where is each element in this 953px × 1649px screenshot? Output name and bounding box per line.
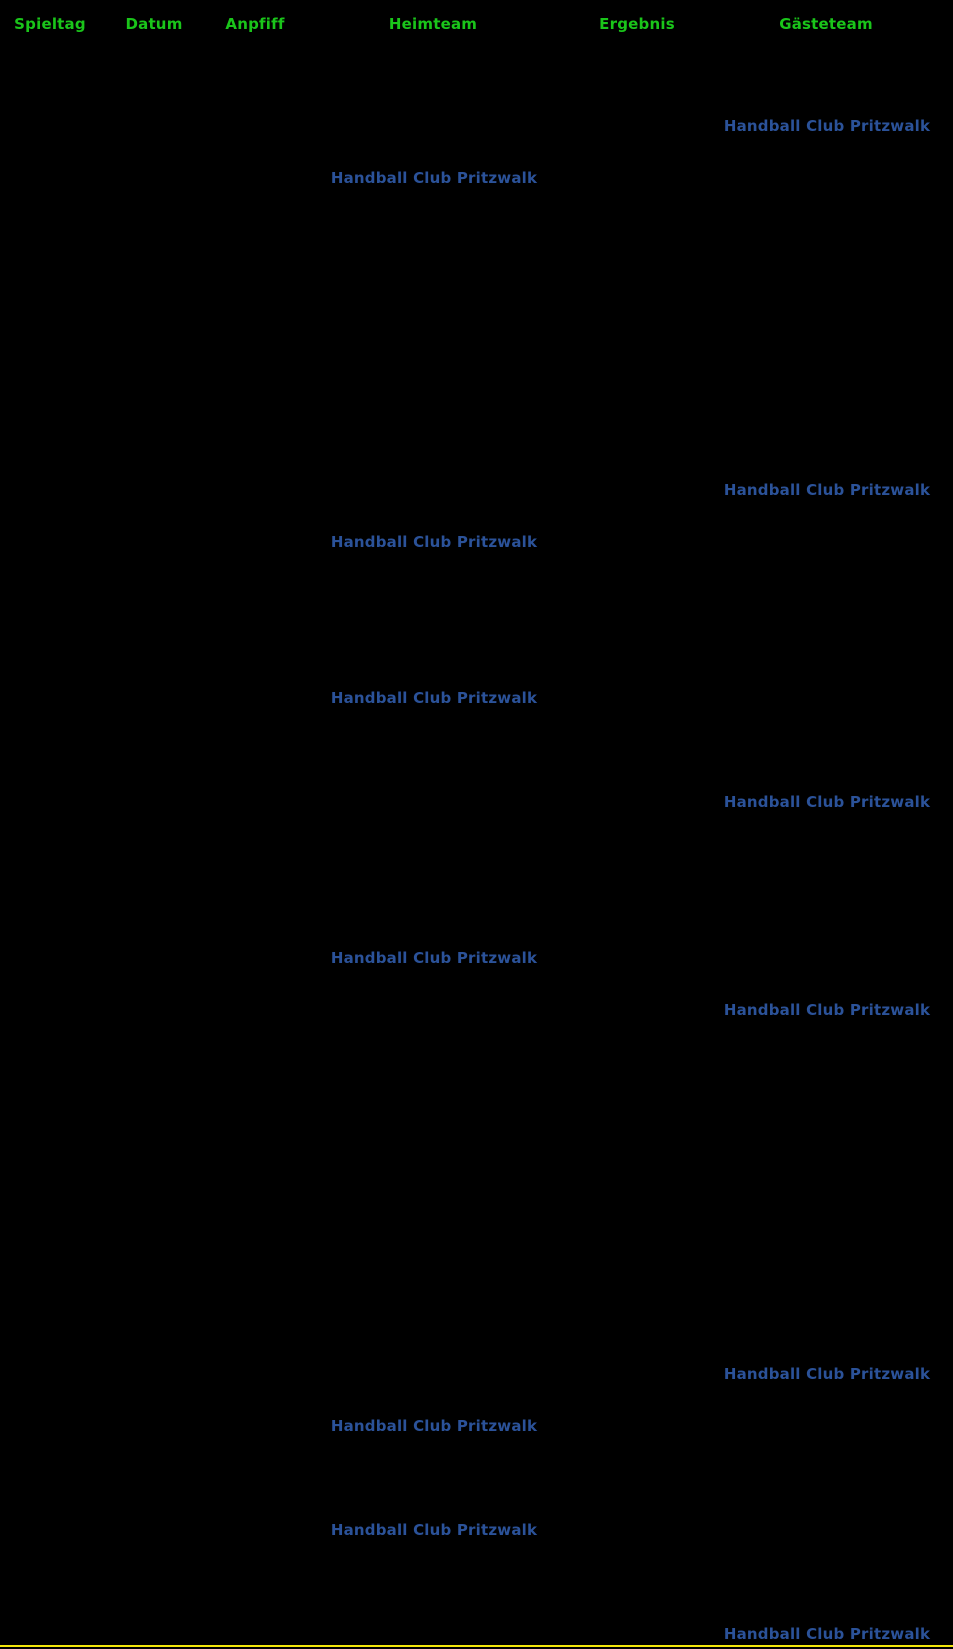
heimteam-name: Handball Club Pritzwalk	[330, 533, 538, 551]
heimteam-name: Handball Club Pritzwalk	[330, 1417, 538, 1435]
match-row	[0, 1348, 953, 1400]
header-gaesteteam: Gästeteam	[779, 15, 873, 33]
header-spieltag: Spieltag	[14, 15, 86, 33]
match-row	[0, 1608, 953, 1649]
gaesteteam-name: Handball Club Pritzwalk	[723, 1625, 931, 1643]
bottom-highlight-line	[0, 1645, 953, 1647]
match-row	[0, 152, 953, 204]
gaesteteam-name: Handball Club Pritzwalk	[723, 1001, 931, 1019]
gaesteteam-name: Handball Club Pritzwalk	[723, 117, 931, 135]
header-datum: Datum	[125, 15, 183, 33]
gaesteteam-name: Handball Club Pritzwalk	[723, 1365, 931, 1383]
header-anpfiff: Anpfiff	[225, 15, 285, 33]
heimteam-name: Handball Club Pritzwalk	[330, 169, 538, 187]
gaesteteam-name: Handball Club Pritzwalk	[723, 793, 931, 811]
match-row	[0, 464, 953, 516]
match-row	[0, 1400, 953, 1452]
heimteam-name: Handball Club Pritzwalk	[330, 1521, 538, 1539]
match-row	[0, 100, 953, 152]
match-row	[0, 984, 953, 1036]
match-row	[0, 776, 953, 828]
header-heimteam: Heimteam	[388, 15, 478, 33]
gaesteteam-name: Handball Club Pritzwalk	[723, 481, 931, 499]
match-row	[0, 516, 953, 568]
match-row	[0, 672, 953, 724]
heimteam-name: Handball Club Pritzwalk	[330, 949, 538, 967]
header-ergebnis: Ergebnis	[599, 15, 675, 33]
match-row	[0, 932, 953, 984]
heimteam-name: Handball Club Pritzwalk	[330, 689, 538, 707]
match-row	[0, 1504, 953, 1556]
